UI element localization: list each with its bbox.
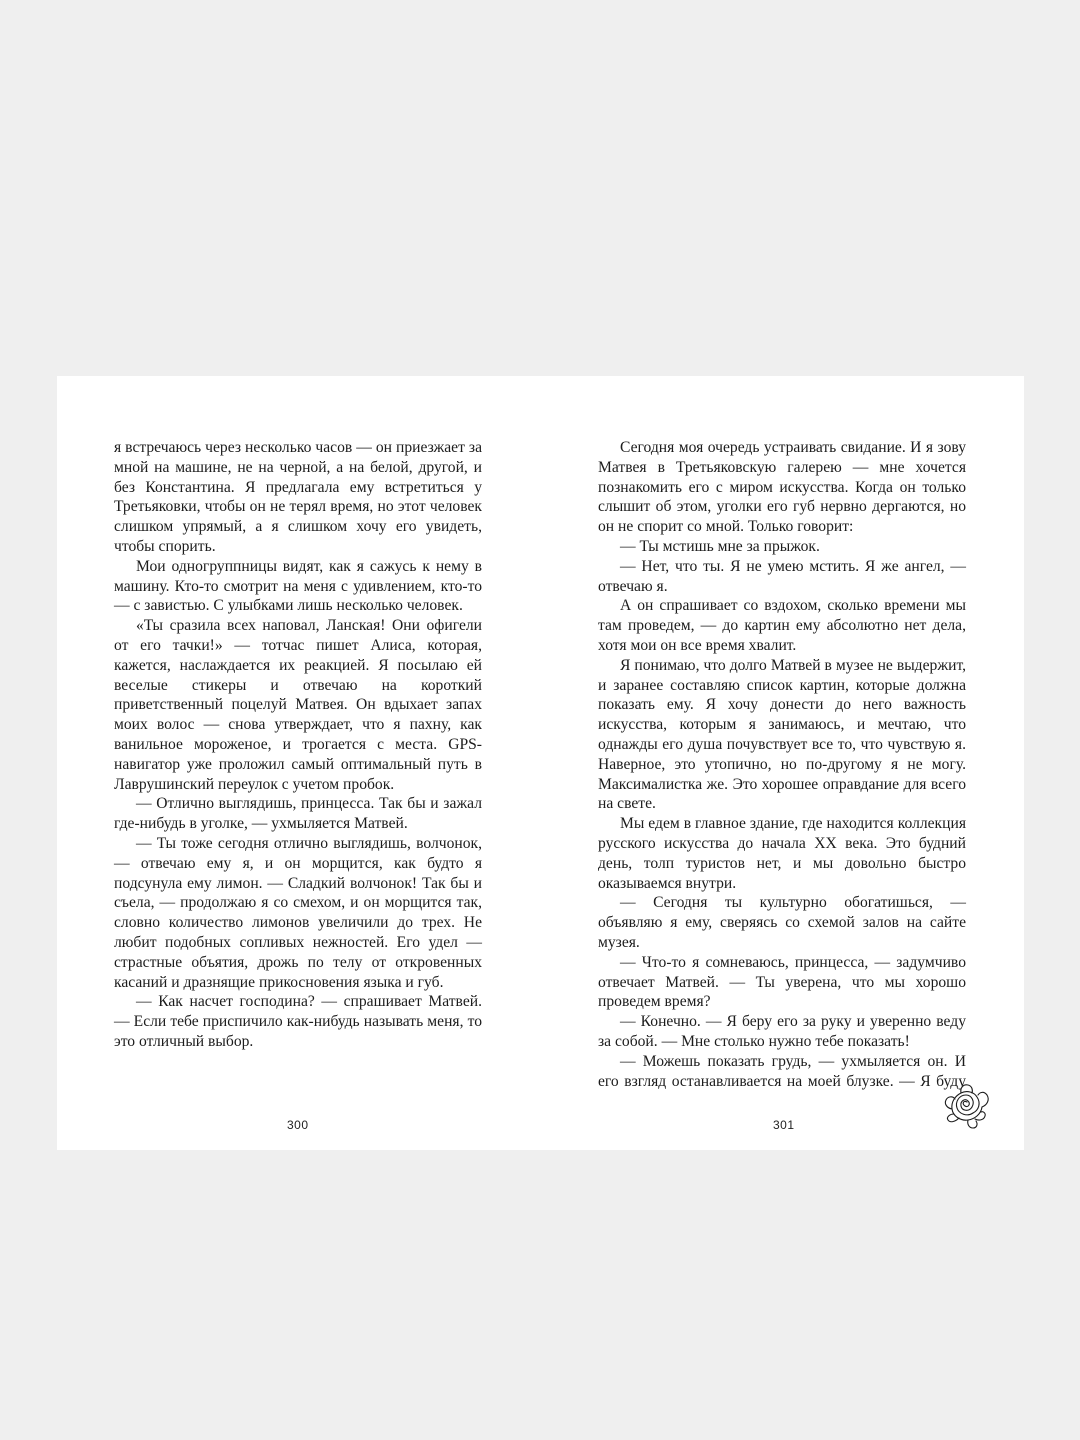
rose-icon — [941, 1080, 993, 1132]
paragraph: — Ты мстишь мне за прыжок. — [620, 537, 820, 555]
paragraph: Мои одногруппницы видят, как я сажусь к нему в машину. Кто-то смотрит на меня с удивлением, кто-то — с завистью. С улыбками лишь несколько человек. — [114, 557, 482, 615]
paragraph: Я понимаю, что долго Матвей в музее не выдержит, и заранее составляю список картин, которые должна показать ему. Я хочу донести до него важность искусства, которым я занимаюсь, и мечтаю, что однажды его душа почувствует все то, что чувствую я. Наверное, это утопично, но по-другому я не могу. Максималистка же. Это хорошее оправдание для всего на свете. — [598, 656, 966, 813]
paragraph: — Нет, что ты. Я не умею мстить. Я же ангел, — отвечаю я. — [598, 557, 966, 595]
left-page — [114, 438, 482, 1052]
page-number-right: 301 — [773, 1118, 795, 1132]
paragraph: я встречаюсь через несколько часов — он приезжает за мной на машине, не на черной, а на белой, другой, и без Константина. Я предлагала ему встретиться у Третьяковки, чтобы он не терял время, но этот человек слишком упрямый, а я слишком хочу его увидеть, чтобы спорить. — [114, 439, 482, 555]
paragraph: — Можешь показать грудь, — ухмыляется он. И его взгляд останавливается на моей блузке. — Я буду — [598, 1052, 966, 1090]
paragraph: — Сегодня ты культурно обогатишься, — объявляю я ему, сверяясь со схемой залов на сайте музея. — [598, 894, 966, 951]
paragraph: А он спрашивает со вздохом, сколько времени мы там проведем, — до картин ему абсолютно нет дела, хотя мои он все время хвалит. — [598, 597, 966, 654]
paragraph: — Как насчет господина? — спрашивает Матвей. — Если тебе приспичило как-нибудь называть меня, то это отличный выбор. — [114, 993, 482, 1050]
paragraph: — Конечно. — Я беру его за руку и уверенно веду за собой. — Мне столько нужно тебе показать! — [598, 1013, 966, 1050]
paragraph: Сегодня моя очередь устраивать свидание. И я зову Матвея в Третьяковскую галерею — мне хочется познакомить его с миром искусства. Когда он только слышит об этом, уголки его губ нервно дергаются, но он не спорит со мной. Только говорит: — [598, 439, 966, 536]
paragraph: Мы едем в главное здание, где находится коллекция русского искусства до начала XX века. Это будний день, толп туристов нет, и мы довольно быстро оказываемся внутри. — [598, 815, 966, 892]
right-page — [598, 438, 966, 1091]
page-number-left: 300 — [287, 1118, 309, 1132]
book-spread — [57, 376, 1024, 1150]
paragraph: — Отлично выглядишь, принцесса. Так бы и зажал где-нибудь в уголке, — ухмыляется Матвей. — [114, 795, 482, 833]
paragraph: «Ты сразила всех наповал, Ланская! Они офигели от его тачки!» — тотчас пишет Алиса, которая, кажется, наслаждается их реакцией. Я посылаю ей веселые стикеры и отвечаю на короткий приветственный поцелуй Матвея. Он вдыхает запах моих волос — снова утверждает, что я пахну, как ванильное мороженое, и трогается с места. GPS-навигатор уже проложил самый оптимальный путь в Лаврушинский переулок с учетом пробок. — [114, 617, 482, 793]
paragraph: — Что-то я сомневаюсь, принцесса, — задумчиво отвечает Матвей. — Ты уверена, что мы хорошо проведем время? — [598, 953, 966, 1011]
paragraph: — Ты тоже сегодня отлично выглядишь, волчонок, — отвечаю ему я, и он морщится, как будто я подсунула ему лимон. — Сладкий волчонок! Так бы и съела, — продолжаю я со смехом, и он морщится так, словно количество лимонов увеличили до трех. Не любит подобных сопливых нежностей. Его удел — страстные объятия, дрожь по телу от откровенных касаний и дразнящие прикосновения языка и губ. — [114, 834, 482, 991]
